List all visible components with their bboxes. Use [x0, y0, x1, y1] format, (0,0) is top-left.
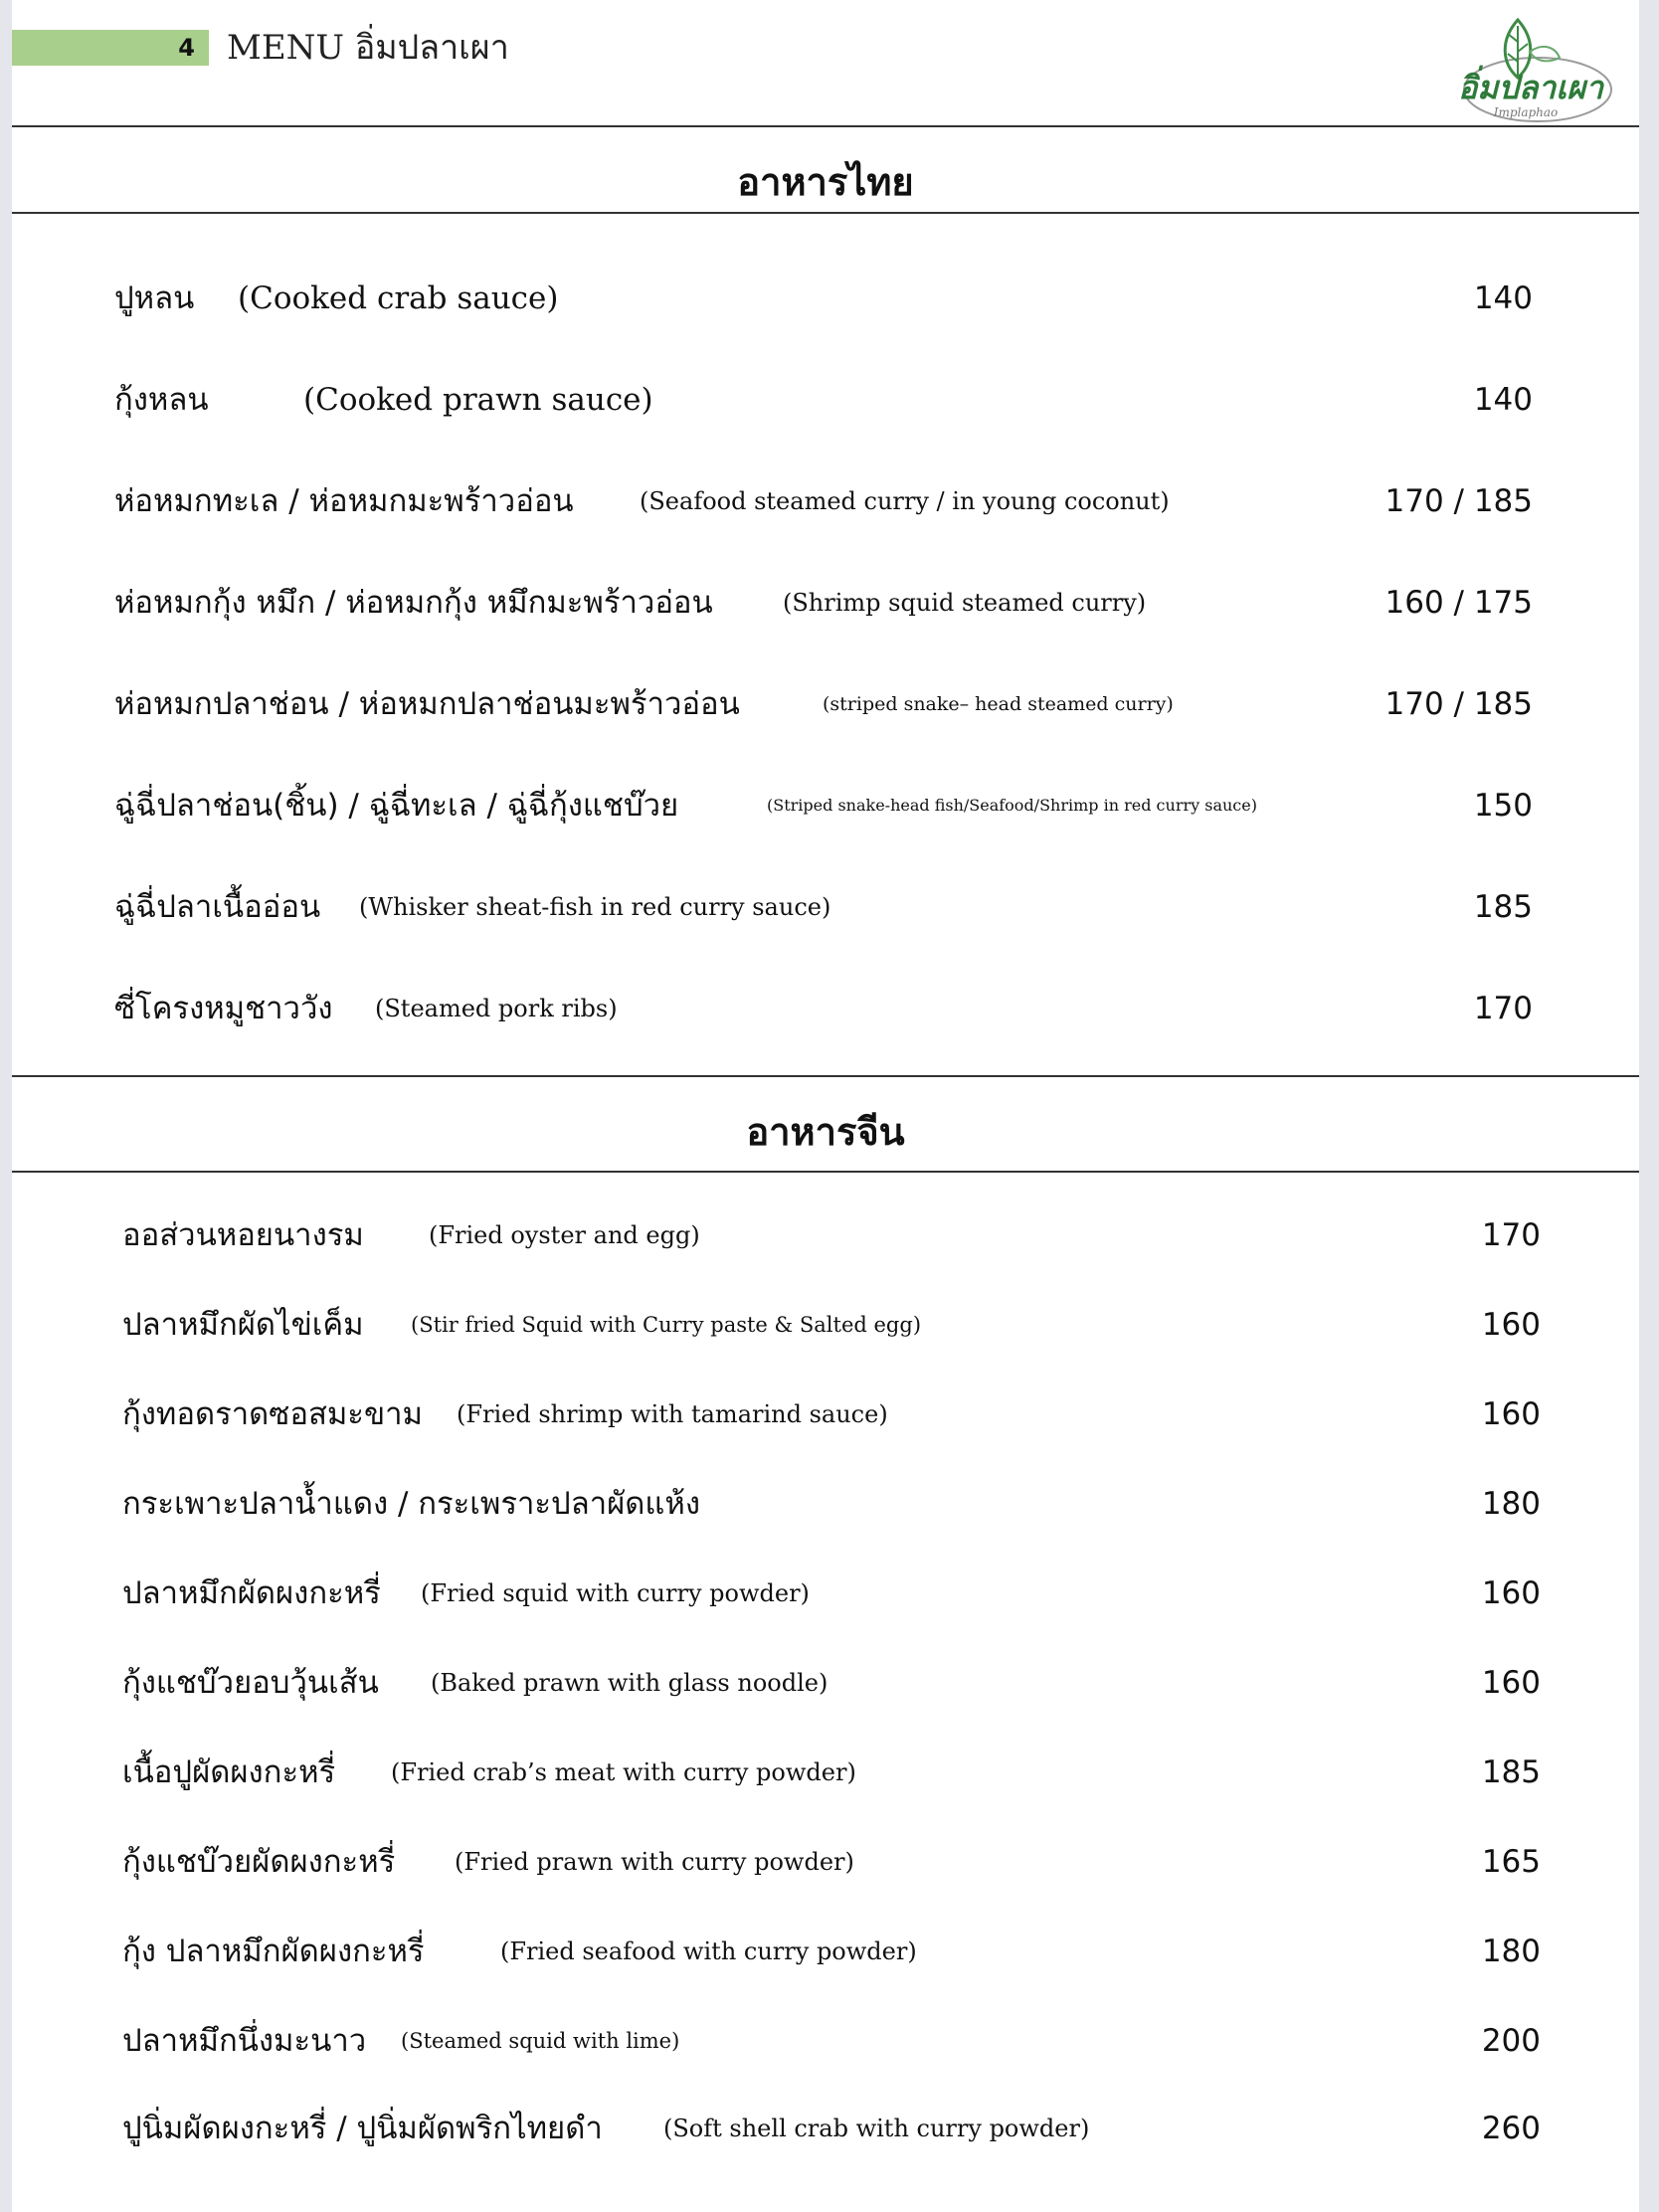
- menu-item: [114, 981, 1533, 1036]
- item-price: 150: [1473, 788, 1533, 824]
- menu-item: [122, 1655, 1541, 1711]
- item-thai-name: ห่อหมกทะเล / ห่อหมกมะพร้าวอ่อน: [114, 483, 574, 519]
- item-thai-name: กุ้ง ปลาหมึกผัดผงกะหรี่: [122, 1934, 425, 1969]
- menu-item: [114, 271, 1533, 326]
- menu-item: [122, 2101, 1541, 2156]
- item-price: 170 / 185: [1384, 483, 1533, 519]
- menu-item: [114, 372, 1533, 428]
- logo-subtext: Implaphao: [1493, 105, 1559, 119]
- menu-item: [114, 676, 1533, 732]
- menu-item: [114, 473, 1533, 529]
- item-english-name: (Fried prawn with curry powder): [455, 1848, 854, 1876]
- item-english-name: (striped snake– head steamed curry): [823, 693, 1174, 715]
- item-price: 170: [1473, 991, 1533, 1026]
- menu-item: [122, 1924, 1541, 1979]
- item-thai-name: กุ้งแชบ๊วยผัดผงกะหรี่: [122, 1844, 396, 1880]
- item-english-name: (Cooked prawn sauce): [303, 382, 653, 418]
- item-price: 185: [1473, 889, 1533, 925]
- menu-item: [114, 778, 1533, 833]
- item-thai-name: กุ้งแชบ๊วยอบวุ้นเส้น: [122, 1665, 379, 1701]
- item-price: 180: [1481, 1486, 1541, 1522]
- item-price: 180: [1481, 1934, 1541, 1969]
- item-price: 160: [1481, 1396, 1541, 1432]
- item-english-name: (Fried oyster and egg): [429, 1221, 700, 1249]
- item-price: 140: [1473, 280, 1533, 316]
- menu-page: [12, 0, 1639, 2212]
- item-price: 165: [1481, 1844, 1541, 1880]
- menu-item: [114, 879, 1533, 935]
- item-thai-name: กระเพาะปลาน้ำแดง / กระเพราะปลาผัดแห้ง: [122, 1486, 700, 1522]
- item-price: 200: [1481, 2023, 1541, 2059]
- item-price: 160: [1481, 1307, 1541, 1343]
- page-number: 4: [178, 34, 195, 62]
- menu-item: [114, 575, 1533, 631]
- item-price: 140: [1473, 382, 1533, 418]
- item-english-name: (Steamed pork ribs): [375, 995, 618, 1022]
- item-english-name: (Striped snake-head fish/Seafood/Shrimp in red curry sauce): [767, 796, 1257, 815]
- item-price: 160: [1481, 1665, 1541, 1701]
- item-price: 260: [1481, 2111, 1541, 2146]
- item-english-name: (Soft shell crab with curry powder): [663, 2115, 1090, 2142]
- menu-item: [122, 1476, 1541, 1532]
- page-header: [12, 0, 1639, 125]
- item-english-name: (Fried squid with curry powder): [421, 1579, 810, 1607]
- section-heading-thai-food: อาหารไทย: [737, 160, 914, 204]
- item-thai-name: ห่อหมกกุ้ง หมึก / ห่อหมกกุ้ง หมึกมะพร้าวอ่อน: [114, 585, 713, 621]
- section-heading-chinese-food: อาหารจีน: [746, 1110, 905, 1154]
- menu-item: [122, 1207, 1541, 1263]
- item-thai-name: กุ้งหลน: [114, 382, 209, 418]
- item-price: 160: [1481, 1575, 1541, 1611]
- item-price: 170: [1481, 1217, 1541, 1253]
- item-thai-name: ปลาหมึกนึ่งมะนาว: [122, 2023, 367, 2059]
- item-thai-name: ซี่โครงหมูชาววัง: [114, 991, 333, 1026]
- item-price: 170 / 185: [1384, 686, 1533, 722]
- item-thai-name: ปูนิ่มผัดผงกะหรี่ / ปูนิ่มผัดพริกไทยดำ: [122, 2111, 603, 2146]
- menu-item: [122, 1386, 1541, 1442]
- item-thai-name: ฉู่ฉี่ปลาเนื้ออ่อน: [114, 889, 321, 925]
- item-thai-name: ปูหลน: [114, 280, 195, 316]
- logo-text: อิ่มปลาเผา: [1458, 69, 1603, 106]
- item-english-name: (Fried crab’s meat with curry powder): [391, 1758, 856, 1786]
- menu-item: [122, 1566, 1541, 1621]
- item-english-name: (Baked prawn with glass noodle): [431, 1669, 829, 1697]
- page-number-badge: [12, 30, 209, 66]
- menu-item: [122, 1297, 1541, 1353]
- item-thai-name: ปลาหมึกผัดผงกะหรี่: [122, 1575, 381, 1611]
- item-price: 160 / 175: [1384, 585, 1533, 621]
- item-english-name: (Whisker sheat-fish in red curry sauce): [359, 893, 831, 921]
- section-divider: [12, 1171, 1639, 1173]
- item-thai-name: ปลาหมึกผัดไข่เค็ม: [122, 1307, 364, 1343]
- item-thai-name: ฉู่ฉี่ปลาช่อน(ชิ้น) / ฉู่ฉี่ทะเล / ฉู่ฉี่กุ้งแชบ๊วย: [114, 788, 679, 824]
- header-divider: [12, 125, 1639, 127]
- item-english-name: (Cooked crab sauce): [238, 280, 559, 316]
- item-english-name: (Fried seafood with curry powder): [500, 1937, 917, 1965]
- menu-item: [122, 1834, 1541, 1890]
- item-english-name: (Stir fried Squid with Curry paste & Salted egg): [411, 1313, 922, 1337]
- item-price: 185: [1481, 1754, 1541, 1790]
- item-english-name: (Steamed squid with lime): [401, 2029, 680, 2053]
- item-english-name: (Fried shrimp with tamarind sauce): [457, 1400, 888, 1428]
- menu-title: MENU อิ่มปลาเผา: [227, 28, 509, 68]
- item-thai-name: ห่อหมกปลาช่อน / ห่อหมกปลาช่อนมะพร้าวอ่อน: [114, 686, 740, 722]
- item-thai-name: กุ้งทอดราดซอสมะขาม: [122, 1396, 423, 1432]
- item-english-name: (Shrimp squid steamed curry): [783, 589, 1147, 617]
- section-divider: [12, 1075, 1639, 1077]
- restaurant-logo: [1456, 12, 1615, 127]
- menu-item: [122, 1745, 1541, 1800]
- item-thai-name: ออส่วนหอยนางรม: [122, 1217, 364, 1253]
- item-english-name: (Seafood steamed curry / in young coconut): [640, 487, 1170, 515]
- section-divider: [12, 212, 1639, 214]
- item-thai-name: เนื้อปูผัดผงกะหรี่: [122, 1754, 336, 1790]
- menu-item: [122, 2013, 1541, 2069]
